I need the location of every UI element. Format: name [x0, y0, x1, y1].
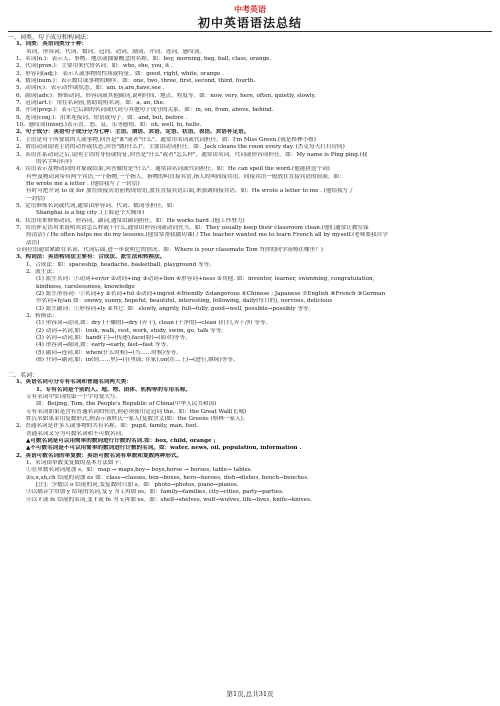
text-line: 的名字叫萍萍) [36, 158, 72, 165]
text-line: 6、状语用来修饰动词、形容词、副词,通常由副词担任。如：He works hard .(他工作努力) [16, 217, 245, 224]
text-line: 法语) [26, 239, 40, 246]
text-line: 7、宾语补足语用来说明宾语怎么样或干什么,通常由形容词或动词充当。如：They usually keep their classroom clean.(他们通常让教室保 [16, 224, 369, 231]
text-line: ☆同位语通常紧跟在名词、代词后面,进一步说明它的情况。如：Where is your classmate Tom ?(你的同学汤姆在哪里？) [16, 246, 323, 253]
text-line: 3、构词法：英语构词法主要有：合成法、派生法和转换法。 [16, 254, 166, 261]
text-line: 姓氏名如果采用复数形式,则表示该姓氏一家人(复数含义)如：the Greens (格林一家人)。 [26, 415, 249, 422]
text-line: 2、普通名词是许多人或事物的共有名称。如：pupil, family, man, foot. [16, 423, 199, 430]
text-line: 普通名词又分为可数名词和不可数名词。 [26, 430, 127, 437]
text-line: 1、名词由单数变复数的基本方法如下： [26, 459, 125, 466]
text-line: 有些及物动词带有两个宾语,一个指物,一个指人。指物的叫直接宾语,指人的叫间接宾语。间接宾语一般放在直接宾语的前面。如： [26, 173, 345, 180]
text-line: (4) 形容词→副词,如：early→early, fast→fast 等等。 [36, 342, 172, 349]
text-line: 3、表语在系动词之后,说明主语的身份或特征,回答是"什么"或者"怎么样"。通常由名词、代词或形容词担任。如：My name is Ping ping.(我 [16, 151, 368, 158]
text-line: Shanghai is a big city .(上海是个大城市) [36, 210, 145, 217]
text-line: 1、专有名词是个别的人、地、物、团体、机构等的专用名称。 [36, 386, 191, 393]
text-line: (2) 动词→名词,如：look, walk, rest, work, study, swim, go, talk 等等。 [36, 327, 227, 334]
text-line: 1、主语是句子所要说的人或事物,回答是"谁"或者"什么"。通常用名词或代词担任。如：I'm Miss Green.(我是格林小姐) [16, 136, 316, 143]
document-body [8, 34, 492, 504]
text-line: 有时可把介词 to 或 for 加在间接宾语前构成短语,放在直接宾语后面,来强调间接宾语。如：He wrote a letter to me . (他给我写了 [26, 188, 354, 195]
text-line: 1、英语名词可分专有名词和普通名词两大类： [16, 379, 132, 386]
text-line: 10、感叹词(interj.)表示喜、怒、哀、乐等感情。如：oh, well, hi, hello. [16, 122, 202, 129]
text-line: 一、词类、句子成分和构词法： [8, 34, 93, 41]
text-line: 专有名词中实词的第一个字母要大写。 [26, 393, 122, 400]
text-line: 2、句子成分：英语句子成分分为七种：主语、谓语、宾语、定语、状语、表语、宾语补足语。 [16, 129, 250, 136]
text-line: 持清洁) / He often helps me do my lessons.(他常常帮我做功课) / The teacher wanted me to learn French all by myself.(老师要我自学 [26, 232, 388, 239]
text-line: (1) 派生名词：①动词+er/or ②动词+ing ③动词+tion ④形容词+ness ⑤其他. 如：inventor, learner, swimming, congratulation, [36, 276, 375, 283]
text-line: 二、名词： [8, 371, 39, 379]
text-line: ①在单数名词词尾加 s。如：map → maps,boy→ boys,horse → horses, table→ tables. [26, 467, 253, 474]
page-footer: 第1页,总共31页 [226, 690, 274, 698]
text-line: (2) 派生形容词：①名词+y ②名词+ful ③动词+ing/ed ④friendly ⑤dangerous ⑥Chinese ; Japanese ⑦English ⑧French ⑨German [36, 291, 386, 298]
page-title: 初中英语语法总结 [8, 15, 492, 32]
text-line: 4、宾语表示及物动词的对象或结果,回答做的是"什么"。通常由名词或代词担任。如：He can spell the word.(他能拼这个词) [16, 166, 330, 173]
text-line: 1、名词(n.)：表示人、事物、地点或抽象概念的名称。如：boy, morning, bag, ball, class, orange. [16, 56, 272, 63]
text-line: 2、英语可数名词的单复数：英语可数名词有单数和复数两种形式。 [16, 452, 183, 459]
text-line: 3、转换法： [26, 313, 58, 320]
brand-header: 中考英语 [234, 5, 266, 14]
text-line: 5、动词(v.)：表示动作或状态。如：am, is,are,have,see . [16, 85, 165, 92]
text-line: 如：Beijing, Tom, the People's Republic of China(中华人民共和国) [36, 401, 217, 408]
text-line: ▲不可数名词是不可以用简单的数词进行计数的名词。如：water, news, oil, population, information . [26, 445, 302, 452]
text-line: ②s,x,sh,ch 结尾的词加 es 如：class→classes, box→boxes, hero→heroes, dish→dishes, bench→benches. [26, 474, 309, 481]
text-line: [注]：少数以 o 结尾的词,变复数时只加 s。如：photo→photos, piano→pianos. [36, 481, 239, 488]
text-line: He wrote me a letter . (他给我写了一封信) [26, 180, 140, 187]
text-line: 1、词类：英语词类分十种： [16, 41, 88, 48]
text-line: 名词、形容词、代词、数词、冠词、动词、副词、介词、连词、感叹词。 [26, 48, 206, 55]
text-line: ⑩名词+ly/an 如：snowy, sunny, hopeful, beautiful, interesting, following, daily(每日的), nervous, delicious [36, 298, 333, 305]
text-line: 7、冠词(art.)：用在名词前,帮助说明名词。如：a, an, the. [16, 100, 165, 107]
text-line: ③以辅音字母加 y 结尾的名词,变 y 为 i,再加 es。如：family→families, city→cities, party→parties. [26, 489, 284, 496]
text-line: (3) 名词→动词,如：hand(手)→(传递),face(脸)→(面对)等等。 [36, 335, 191, 342]
text-line: 5、定语修饰名词或代词,通常由形容词、代词、数词等担任。如： [16, 202, 178, 209]
text-line: 9、连词(conj.)：用来连接词、短语或句子。如：and, but, before . [16, 114, 188, 121]
text-line: 一封信) [26, 195, 45, 202]
text-line: kindness, carelessness, knowledge [36, 283, 135, 290]
text-line: 1、合成法：如：spaceship, headache, basketball, playground 等等。 [26, 261, 215, 268]
text-line: ④以 f 或 fe 结尾的名词,变 f 或 fe 为 v,再加 es。如：shelf→shelves, wolf→wolves, life→lives, knife→knives. [26, 496, 312, 503]
text-line: ▲可数名词是可以用简单的数词进行计数的名词.如：box, child, orange ; [26, 437, 216, 444]
text-line: 8、介词(prep.)：表示它后面的名词或代词与其他句子成分的关系。如：in, on, from, above, behind. [16, 107, 274, 114]
text-line: 专有名词如果是含有普通名词的短语,则必须使用定冠词 the。如：the Great Wall(长城) [26, 408, 247, 415]
text-line: (5) 副词→连词,如：when(什么时候)→(当……时候)等等。 [36, 349, 182, 356]
text-line: (1) 形容词→动词,如：dry (干燥的)→dry (弄干), clean (干净的)→clean (打扫,弄干净) 等等。 [36, 320, 272, 327]
text-line: 2、代词(pron.)：主要用来代替名词。如：who, she, you, it . [16, 63, 173, 70]
text-line [8, 364, 492, 371]
text-line: 6、副词(adv.)：修饰动词、形容词或其他副词,说明时间、地点、程度等。如：now, very, here, often, quietly, slowly. [16, 92, 316, 99]
text-line: (6) 介词→副词,如：in(到……里)→(在里面; 在家),on(在…上)→(进行,继续)等等。 [36, 357, 239, 364]
text-line: (3) 派生副词：①形容词+ly ②其它. 如：slowly, angrily, full→fully, good→well, possible→possibly 等等。 [36, 305, 315, 312]
text-line: 2、谓语动词说明主语的动作或状态,回答"做(什么)"。主要由动词担任。如：Jack cleans the room every day. (杰克每天打扫房间) [16, 144, 345, 151]
text-line: 2、派生法： [26, 269, 58, 275]
text-line: 3、形容词(adj.)：表示人或事物的性质或特征。如：good, right, white, orange . [16, 70, 224, 77]
text-line: 4、数词(num.)：表示数目或事物的顺序。如：one, two, three, first, second, third, fourth. [16, 78, 256, 85]
